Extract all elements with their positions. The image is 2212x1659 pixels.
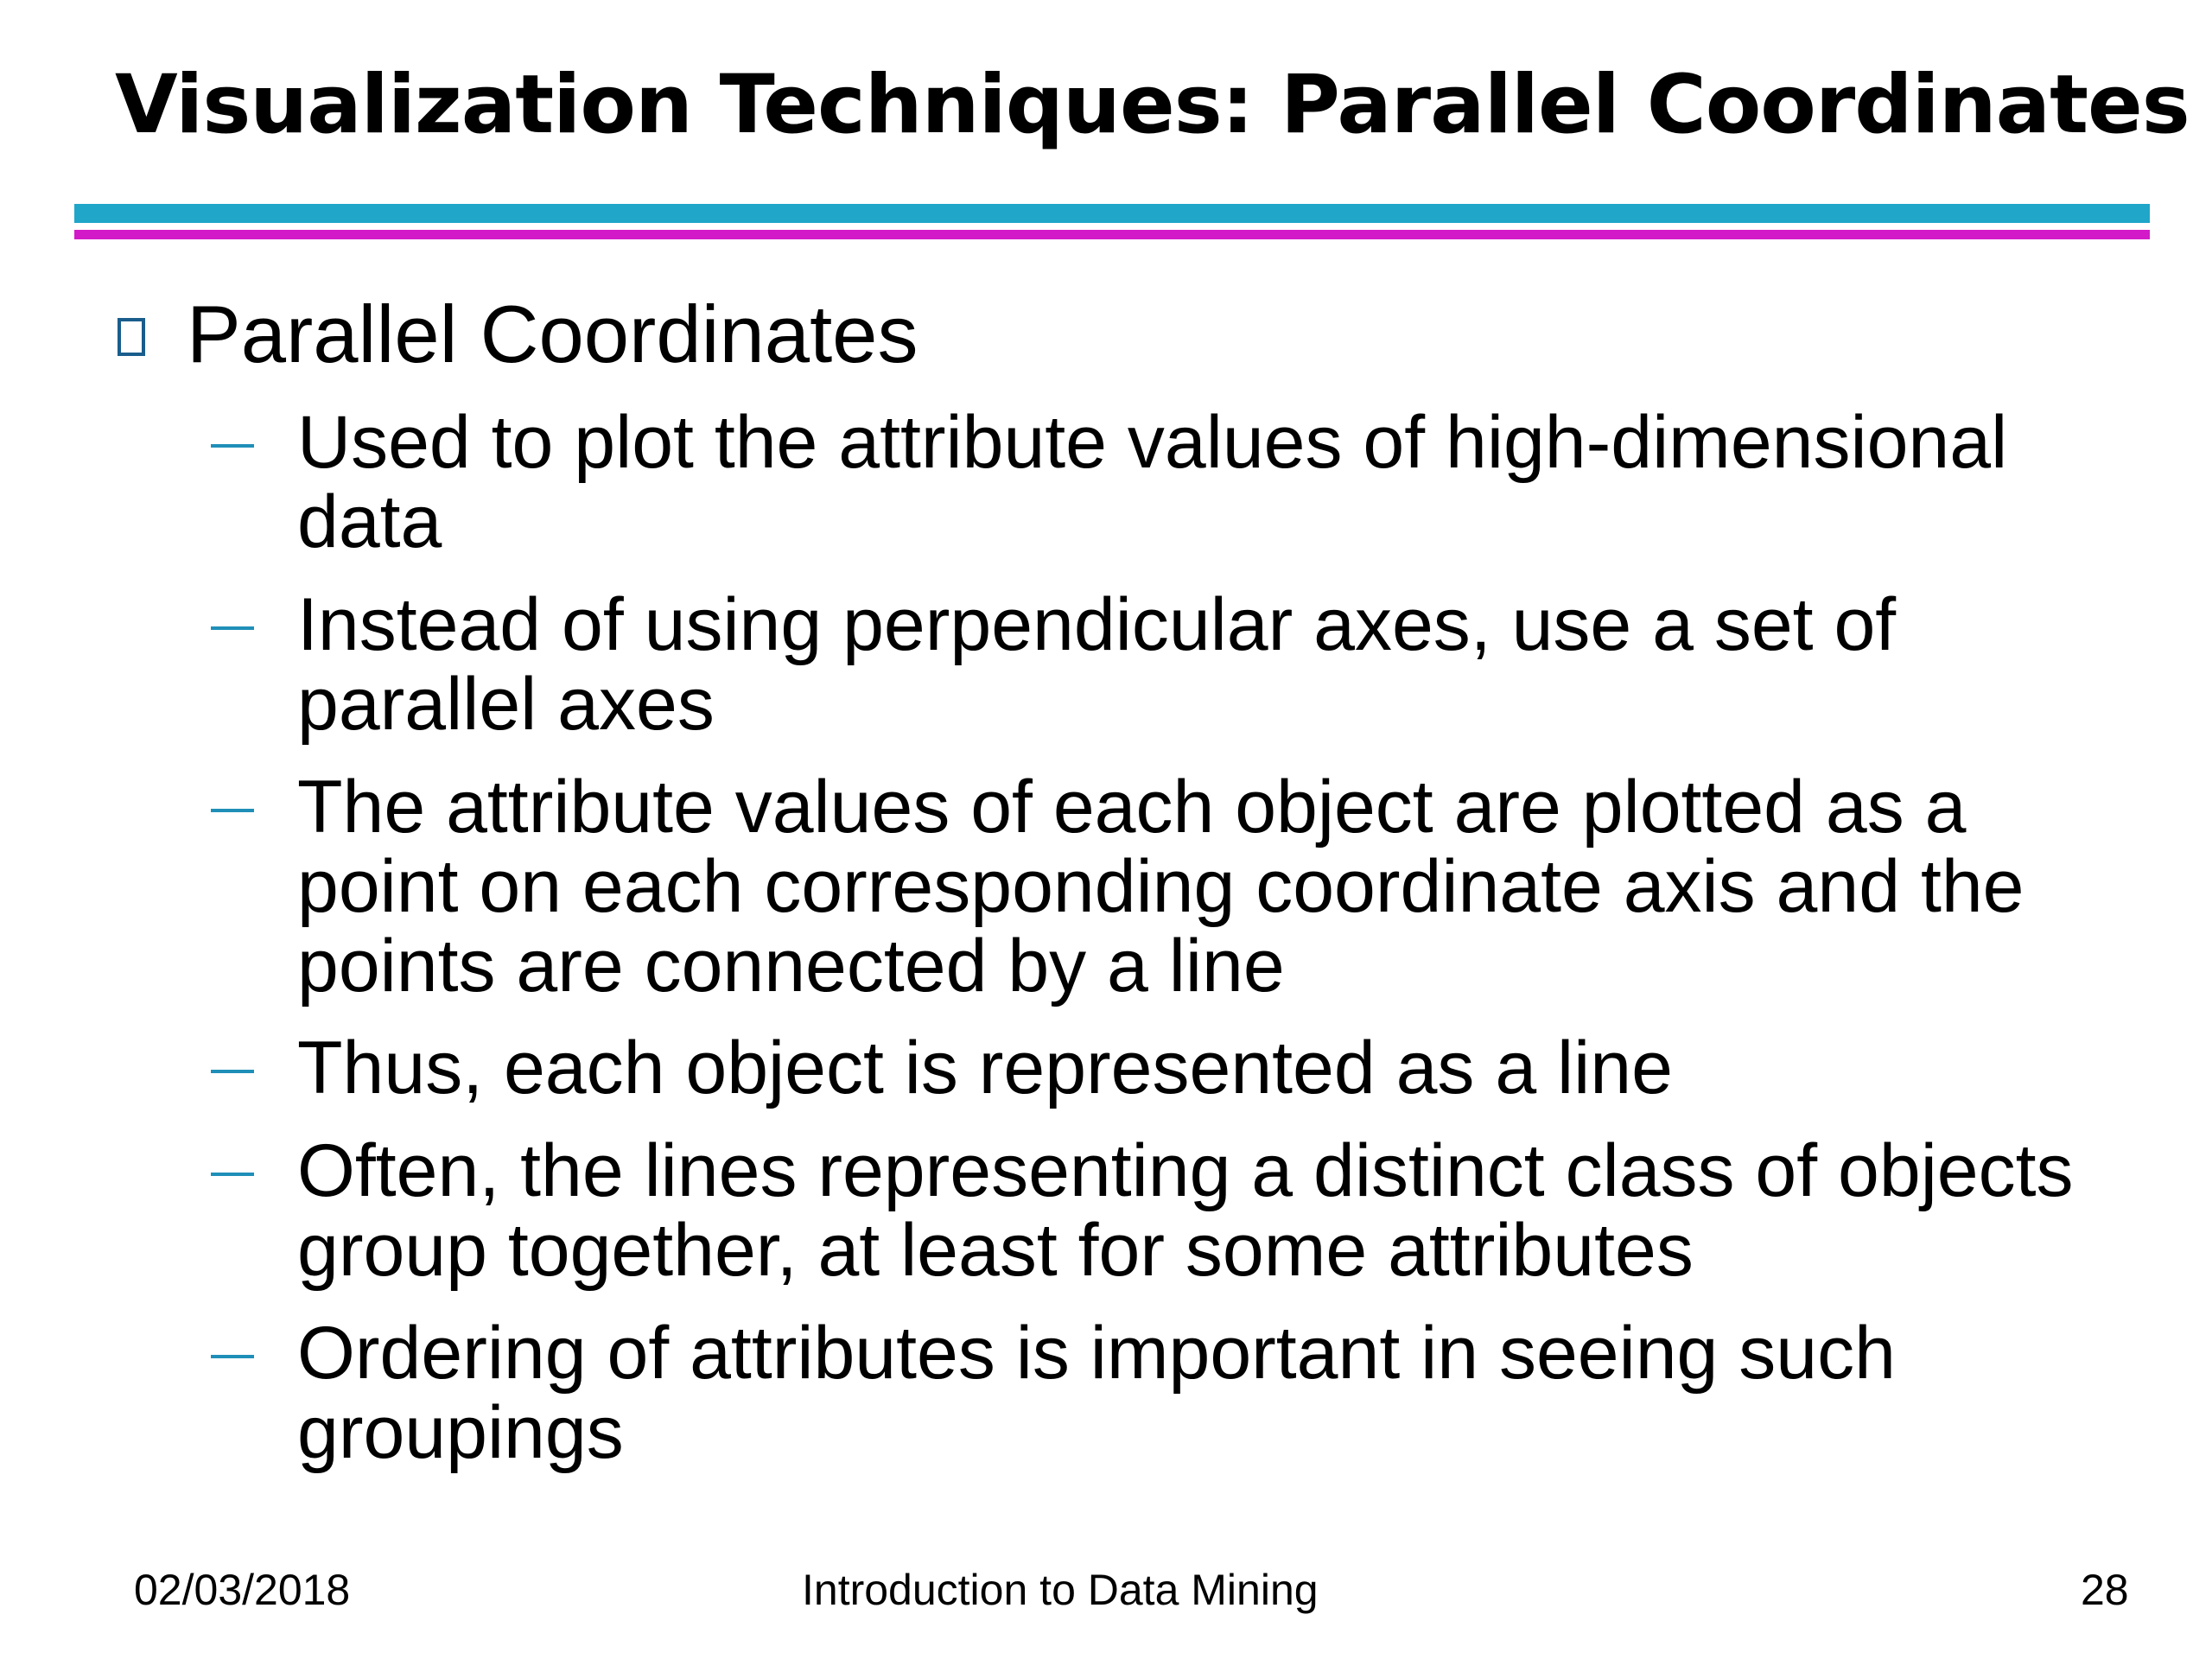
en-dash-bullet-icon xyxy=(211,809,254,812)
en-dash-bullet-icon xyxy=(211,1355,254,1358)
hollow-square-bullet-icon xyxy=(118,318,145,356)
title-rule-magenta xyxy=(74,230,2150,239)
footer-course-title: Introduction to Data Mining xyxy=(802,1566,1319,1614)
en-dash-bullet-icon xyxy=(211,1070,254,1073)
footer-date: 02/03/2018 xyxy=(134,1566,351,1614)
bullet-text: Thus, each object is represented as a line xyxy=(297,1027,1673,1109)
section-heading: Parallel Coordinates xyxy=(187,289,918,379)
slide-title: Visualization Techniques: Parallel Coordinates xyxy=(115,58,2190,152)
bullet-text: Instead of using perpendicular axes, use a set of parallel axes xyxy=(297,583,1897,746)
bullet-text: Used to plot the attribute values of high-dimensional data xyxy=(297,401,2008,563)
title-rule-cyan xyxy=(74,204,2150,223)
bullet-text: Often, the lines representing a distinct class of objects group together, at least for some attributes xyxy=(297,1129,2074,1292)
bullet-text: Ordering of attributes is important in seeing such groupings xyxy=(297,1312,1896,1474)
en-dash-bullet-icon xyxy=(211,1173,254,1176)
en-dash-bullet-icon xyxy=(211,444,254,448)
en-dash-bullet-icon xyxy=(211,626,254,630)
slide-number: 28 xyxy=(2081,1566,2129,1614)
bullet-text: The attribute values of each object are plotted as a point on each corresponding coordinate axis and the points are connected by a line xyxy=(297,766,2024,1007)
